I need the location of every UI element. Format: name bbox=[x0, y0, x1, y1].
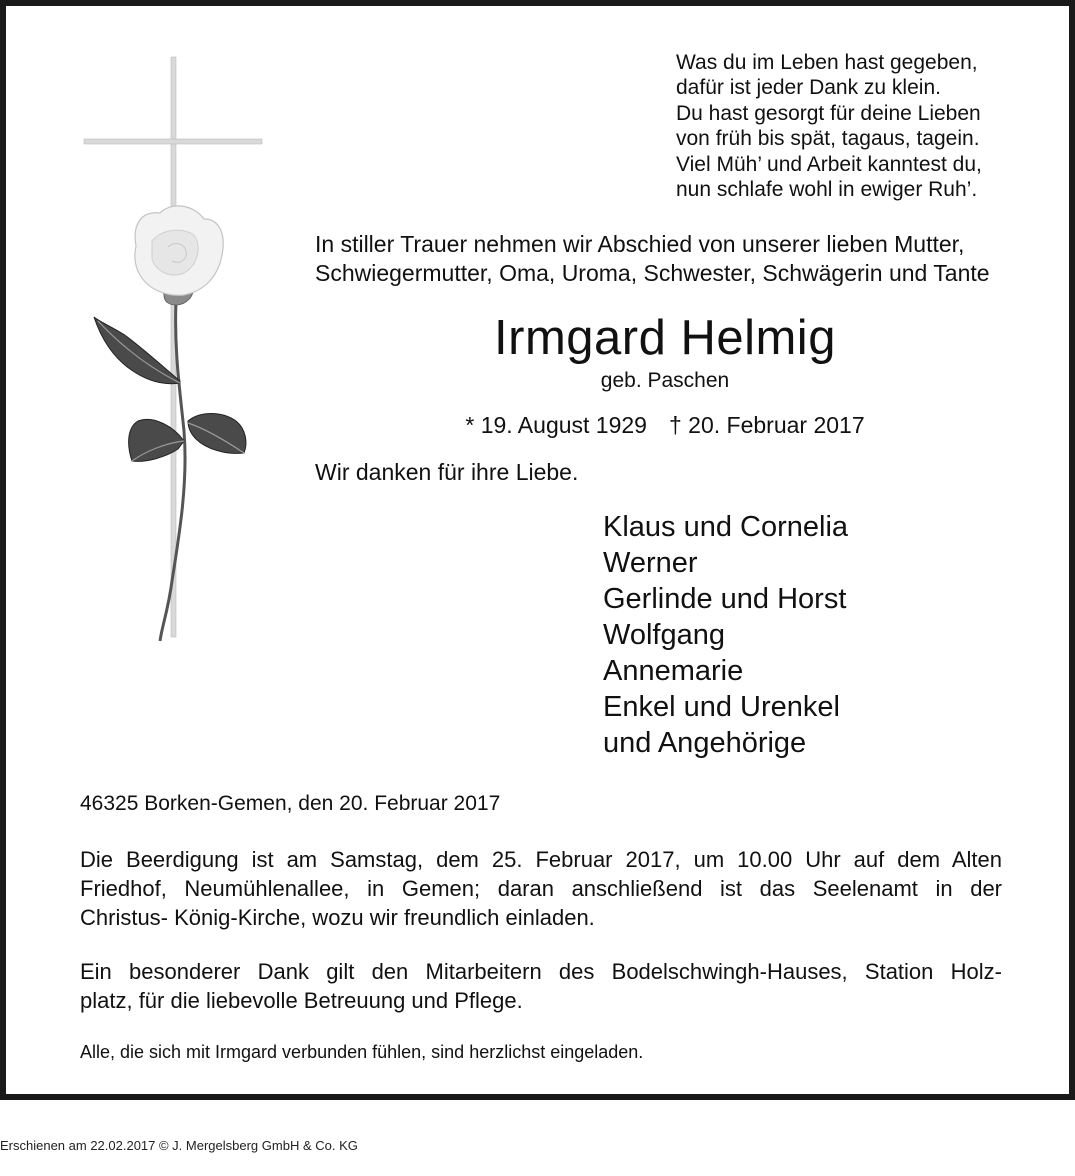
mourner: Enkel und Urenkel bbox=[603, 691, 840, 723]
mourner: Wolfgang bbox=[603, 619, 725, 651]
mourner: Annemarie bbox=[603, 655, 744, 687]
poem-line: Du hast gesorgt für deine Lieben bbox=[676, 101, 981, 125]
deceased-name: Irmgard Helmig bbox=[494, 311, 836, 365]
publication-footer: Erschienen am 22.02.2017 © J. Mergelsberg GmbH & Co. KG bbox=[0, 1138, 358, 1153]
life-dates bbox=[315, 410, 1015, 440]
mourner: Gerlinde und Horst bbox=[603, 583, 847, 615]
poem-line: von früh bis spät, tagaus, tagein. bbox=[676, 127, 980, 151]
gratitude-line: platz, für die liebevolle Betreuung und Pflege. bbox=[80, 988, 523, 1013]
funeral-line: Die Beerdigung ist am Samstag, dem 25. Februar 2017, um 10.00 Uhr auf dem Alten bbox=[80, 847, 1002, 872]
mourner: Klaus und Cornelia bbox=[603, 511, 849, 543]
closing-invitation: Alle, die sich mit Irmgard verbunden fühlen, sind herzlichst eingeladen. bbox=[80, 1042, 644, 1062]
gratitude-line: Ein besonderer Dank gilt den Mitarbeitern des Bodelschwingh-Hauses, Station Holz- bbox=[80, 959, 1002, 984]
poem-line: Was du im Leben hast gegeben, bbox=[676, 51, 978, 74]
intro-line: Schwiegermutter, Oma, Uroma, Schwester, Schwägerin und Tante bbox=[315, 260, 990, 286]
maiden-name: geb. Paschen bbox=[600, 369, 730, 392]
mourner: und Angehörige bbox=[603, 727, 807, 759]
poem-line: dafür ist jeder Dank zu klein. bbox=[676, 76, 941, 100]
funeral-line: Christus- König-Kirche, wozu wir freundlich einladen. bbox=[80, 905, 595, 930]
place-and-date: 46325 Borken-Gemen, den 20. Februar 2017 bbox=[80, 792, 501, 815]
intro-line: In stiller Trauer nehmen wir Abschied von unserer lieben Mutter, bbox=[315, 231, 965, 257]
funeral-announcement bbox=[80, 845, 1002, 932]
thanks-line: Wir danken für ihre Liebe. bbox=[315, 459, 579, 485]
gratitude-note bbox=[80, 957, 1002, 1015]
poem-line: Viel Müh’ und Arbeit kanntest du, bbox=[676, 152, 982, 176]
rose-icon bbox=[94, 206, 246, 641]
birth-date: * 19. August 1929 bbox=[465, 412, 647, 438]
mourner: Werner bbox=[603, 547, 698, 579]
mourners-list bbox=[603, 509, 848, 761]
poem-line: nun schlafe wohl in ewiger Ruh’. bbox=[676, 178, 978, 202]
poem bbox=[676, 50, 1036, 202]
funeral-line: Friedhof, Neumühlenallee, in Gemen; daran anschließend ist das Seelenamt in der bbox=[80, 876, 1002, 901]
cross-with-rose-illustration bbox=[76, 51, 276, 651]
death-date: † 20. Februar 2017 bbox=[668, 412, 865, 438]
mourning-intro bbox=[315, 230, 1015, 288]
